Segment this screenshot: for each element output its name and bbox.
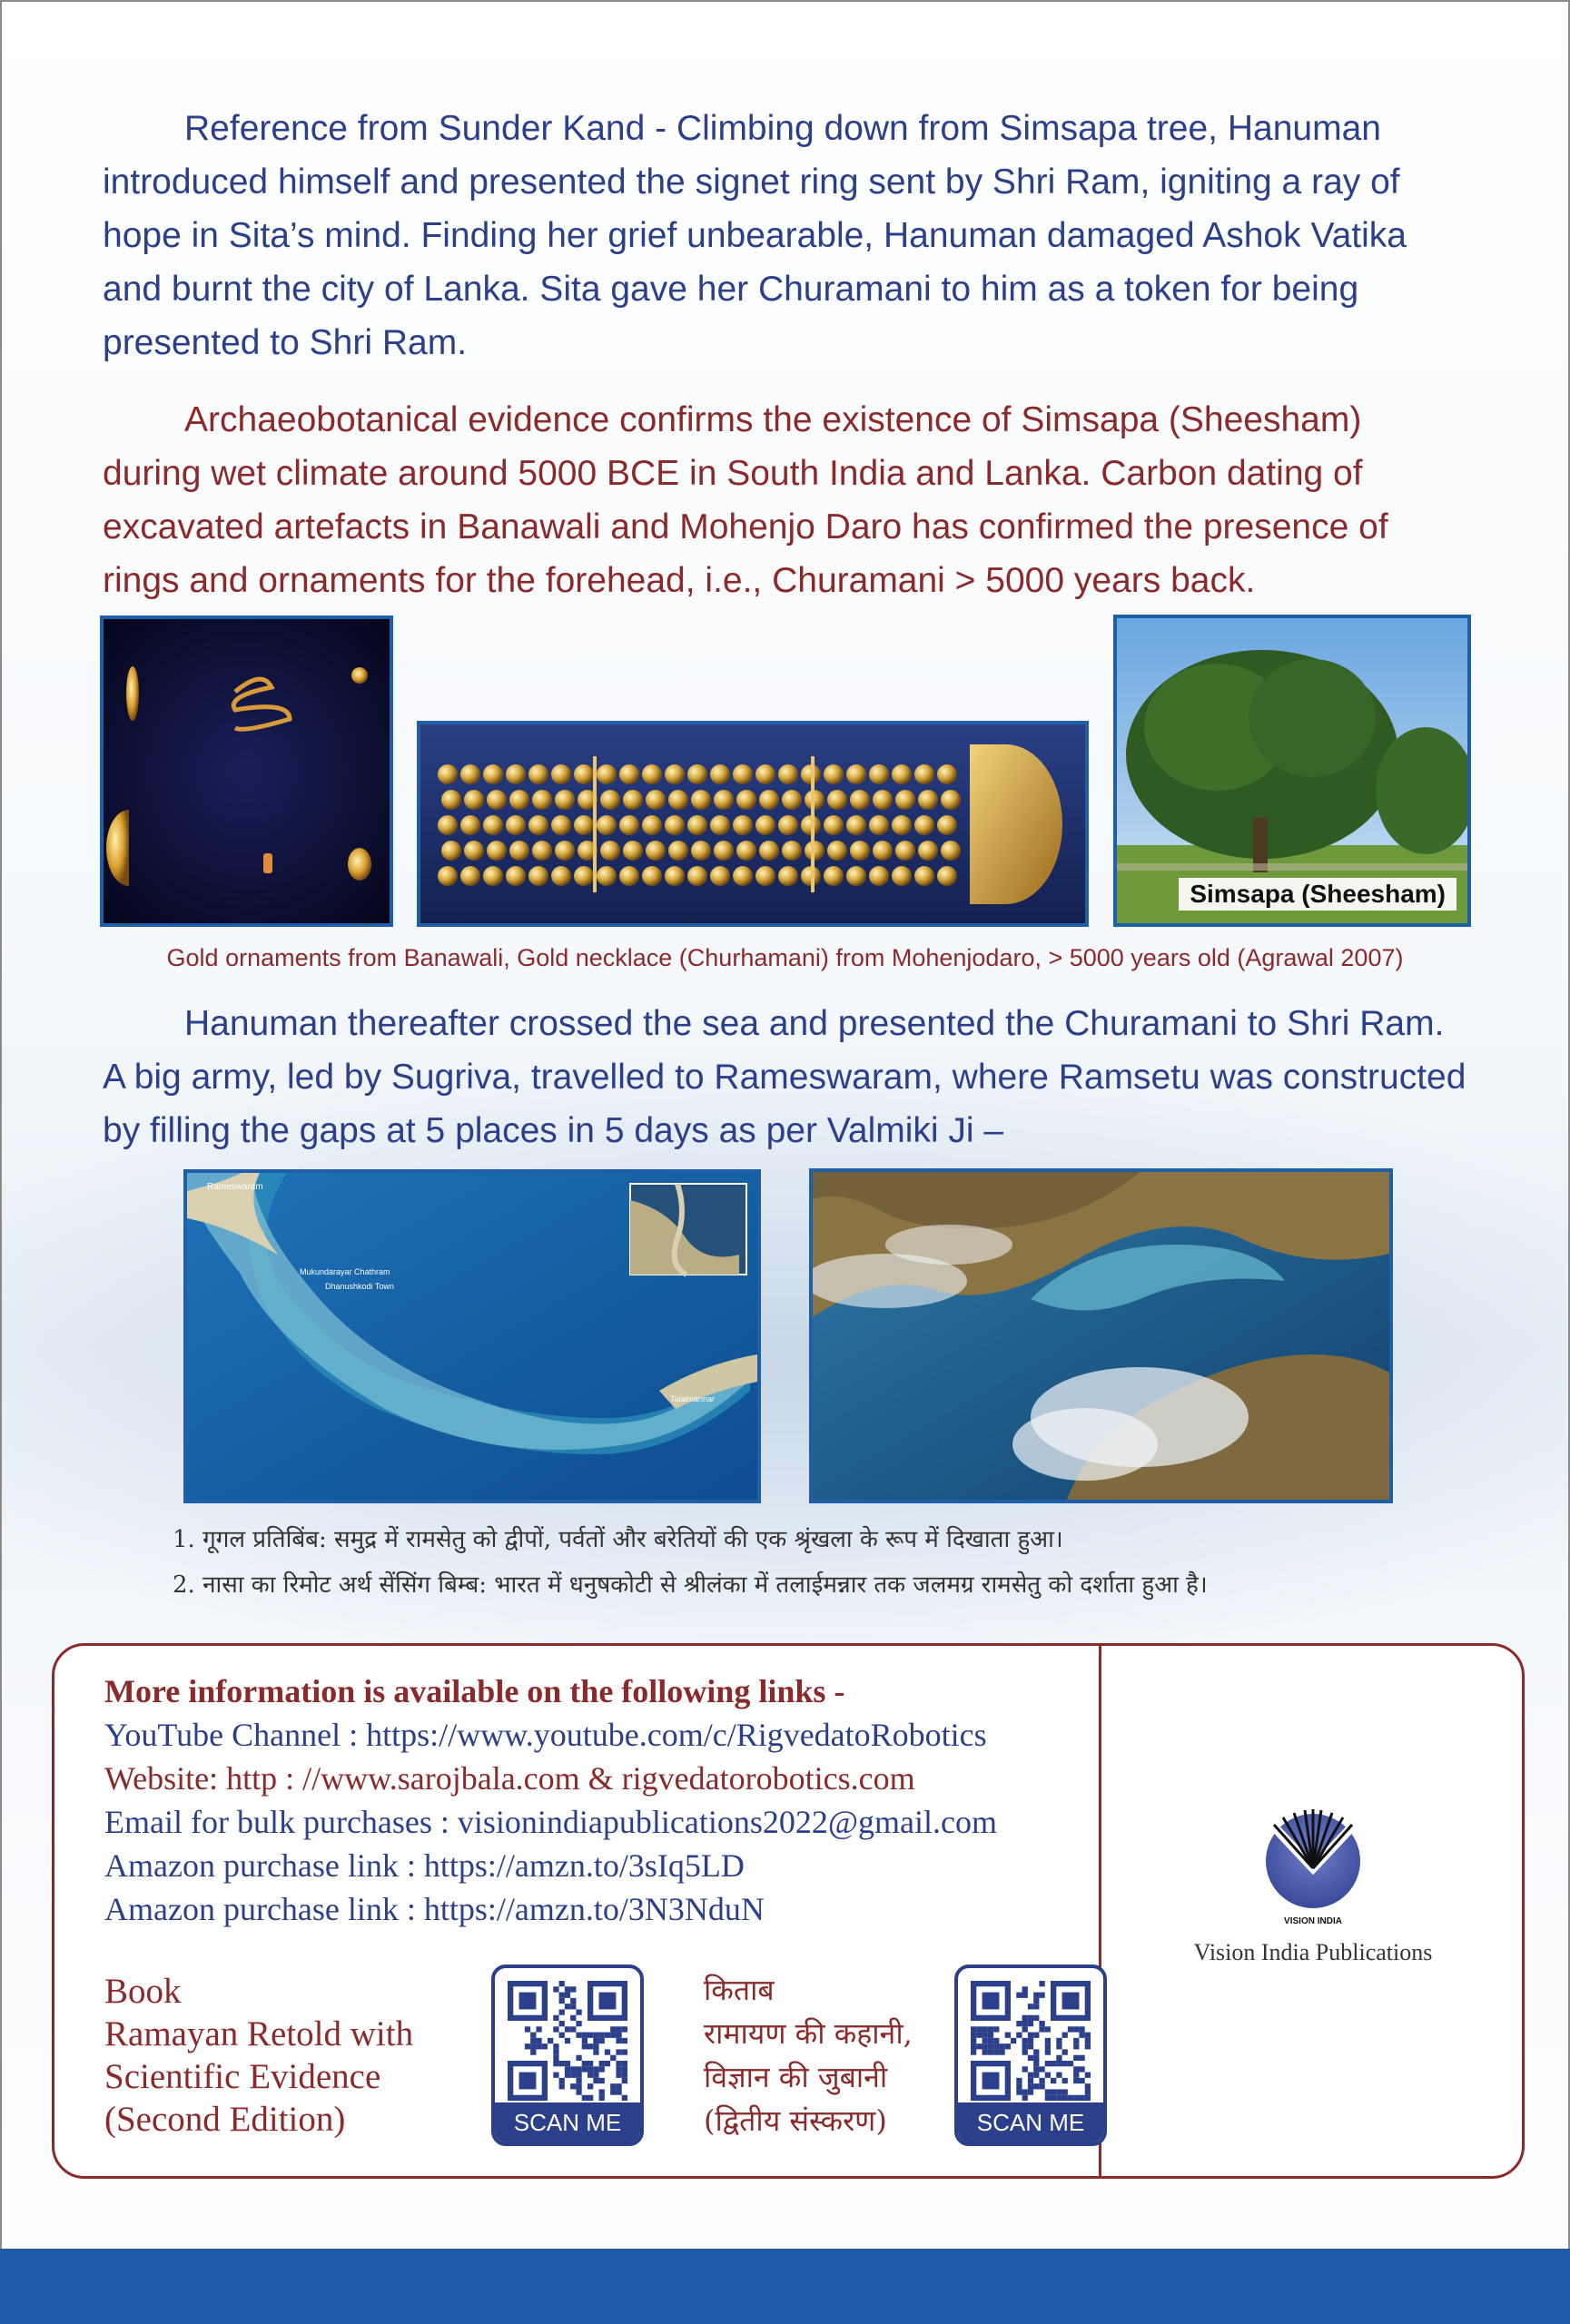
simsapa-tree-photo — [1113, 615, 1471, 927]
book-title-line: Scientific Evidence — [104, 2057, 381, 2096]
scan-me-label: SCAN ME — [958, 2102, 1103, 2142]
amazon-link-1[interactable]: Amazon purchase link : https://amzn.to/3sIq5LD — [104, 1847, 745, 1884]
map-label-talaimannar: Talaimannar — [670, 1394, 716, 1403]
logo-small-text: VISION INDIA — [1284, 1916, 1342, 1926]
hindi-caption-2: 2. नासा का रिमोट अर्थ सेंसिंग बिम्ब: भारत में धनुषकोटी से श्रीलंका में तलाईमन्नार तक जलमग्र रामसेतु को दर्शाता हुआ है। — [173, 1571, 1208, 1599]
scan-me-label: SCAN ME — [495, 2102, 640, 2142]
map-label-chathram: Mukundarayar Chathram — [300, 1267, 390, 1276]
map-label-rameswaram: Rameswaram — [207, 1182, 263, 1192]
tree-label: Simsapa (Sheesham) — [1179, 878, 1456, 911]
website-link[interactable]: Website: http : //www.sarojbala.com & rigvedatorobotics.com — [104, 1760, 915, 1797]
google-map-image — [183, 1169, 761, 1503]
book-title-english — [104, 1970, 413, 2141]
publisher-block — [1101, 1797, 1525, 1966]
book-title-line: (Second Edition) — [104, 2100, 346, 2139]
gold-ornaments-photo — [100, 615, 393, 927]
book-title-line: Book — [104, 1972, 182, 2011]
qr-code-english[interactable] — [491, 1965, 644, 2146]
map-label-town: Dhanushkodi Town — [325, 1282, 394, 1291]
book-title-hindi-line: रामायण की कहानी, — [704, 2016, 913, 2051]
gold-necklace-photo — [417, 721, 1089, 927]
ornament-caption: Gold ornaments from Banawali, Gold necklace (Churhamani) from Mohenjodaro, > 5000 years old (Agrawal 2007) — [166, 944, 1404, 971]
youtube-link[interactable]: YouTube Channel : https://www.youtube.com/c/RigvedatoRobotics — [104, 1717, 987, 1753]
paragraph-archaeobotanical: Archaeobotanical evidence confirms the existence of Simsapa (Sheesham) during wet climate around 5000 BCE in South India and Lanka. Carbon dating of excavated artefacts in Banawali and Mohenjo Daro has confirmed the presence of rings and ornaments for the forehead, i.e., Churamani > 5000 years back. — [103, 400, 1388, 600]
nasa-satellite-image — [809, 1168, 1393, 1503]
book-title-hindi-line: किताब — [704, 1973, 775, 2007]
book-title-hindi-line: विज्ञान की जुबानी — [704, 2060, 888, 2094]
amazon-link-2[interactable]: Amazon purchase link : https://amzn.to/3N3NduN — [104, 1891, 765, 1927]
vision-india-logo-icon — [1254, 1797, 1372, 1915]
publisher-name: Vision India Publications — [1193, 1939, 1433, 1965]
bottom-bar — [0, 2249, 1570, 2324]
qr-code-icon — [508, 1981, 627, 2101]
paragraph-sunder-kand: Reference from Sunder Kand - Climbing down from Simsapa tree, Hanuman introduced himself and presented the signet ring sent by Shri Ram, igniting a ray of hope in Sita’s mind. Finding her grief unbearable, Hanuman damaged Ashok Vatika and burnt the city of Lanka. Sita gave her Churamani to him as a token for being presented to Shri Ram. — [103, 109, 1407, 362]
hindi-caption-1: 1. गूगल प्रतिबिंब: समुद्र में रामसेतु को द्वीपों, पर्वतों और बरेतियों की एक श्रृंखला के रूप में दिखाता हुआ। — [173, 1526, 1063, 1553]
book-title-hindi-line: (द्वितीय संस्करण) — [704, 2103, 887, 2138]
email-link[interactable]: Email for bulk purchases : visionindiapublications2022@gmail.com — [104, 1804, 997, 1840]
book-title-line: Ramayan Retold with — [104, 2014, 414, 2053]
qr-code-icon — [971, 1981, 1091, 2101]
qr-code-hindi[interactable] — [954, 1965, 1107, 2146]
paragraph-ramsetu: Hanuman thereafter crossed the sea and presented the Churamani to Shri Ram. A big army, led by Sugriva, travelled to Rameswaram, where Ramsetu was constructed by filling the gaps at 5 places in 5 days as per Valmiki Ji – — [103, 1004, 1466, 1150]
book-title-hindi — [704, 1968, 913, 2142]
info-heading: More information is available on the following links - — [104, 1673, 845, 1709]
